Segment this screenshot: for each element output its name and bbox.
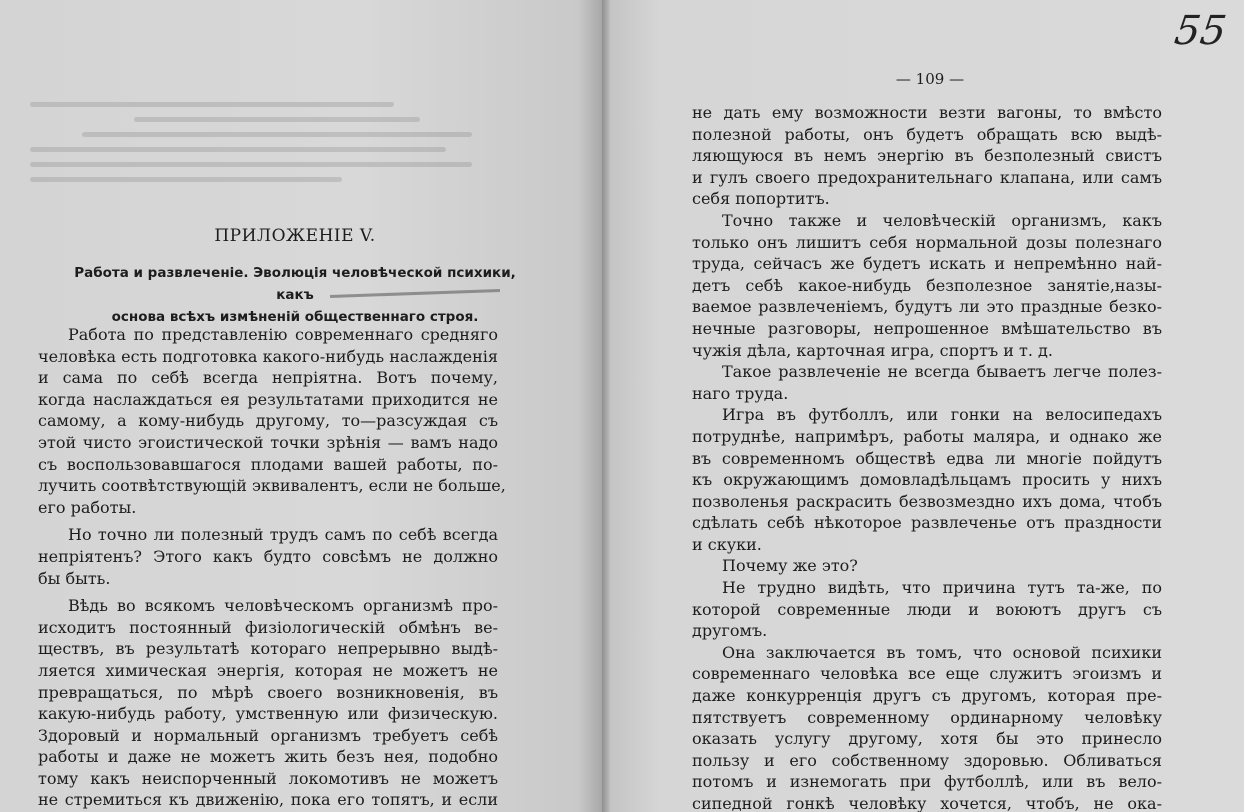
subtitle-line: Работа и развлеченіе. Эволюція человѣческой психики, какъ [74,265,516,303]
text-line: къ окружающимъ домовладѣльцамъ просить у нихъ [692,470,1162,490]
text-line: и гулъ своего предохранительнаго клапана, или самъ [692,167,1162,187]
text-line: ществъ, въ результатѣ котораго непрерывно выдѣ- [38,639,498,659]
text-line: себя попортитъ. [692,189,830,209]
text-line: Игра въ футболлъ, или гонки на велосипедахъ [722,405,1162,425]
text-line: пятствуетъ современному ординарному человѣку [692,707,1162,727]
text-line: Она заключается въ томъ, что основой психики [722,642,1162,662]
page-number: — 109 — [895,70,965,88]
text-line: Почему же это? [722,556,858,576]
text-line: работы и даже не можетъ жить безъ нея, подобно [38,747,498,767]
text-line: потомъ и изнемогать при футболлѣ, или въ вело- [692,772,1162,792]
text-line: полезной работы, онъ будетъ обращать всю выдѣ- [692,124,1162,144]
appendix-subtitle [60,262,530,328]
appendix-title: ПРИЛОЖЕНІЕ V. [214,226,376,246]
text-line: ваемое развлеченіемъ, будутъ ли это праздные безко- [692,297,1162,317]
text-line: исходитъ постоянный физіологическій обмѣнъ ве- [38,617,498,637]
text-line: Точно также и человѣческій организмъ, какъ [722,210,1162,230]
text-line: и скуки. [692,534,762,554]
text-line: самому, а кому-нибудь другому, то—разсуждая съ [38,411,498,431]
text-line: и сама по себѣ всегда непріятна. Вотъ почему, [38,368,498,388]
text-line: съ воспользовавшагося плодами вашей работы, по- [38,454,498,474]
book-gutter [602,0,610,812]
text-line: его работы. [38,497,137,517]
text-line: въ современномъ обществѣ едва ли многіе пойдутъ [692,448,1162,468]
text-line: непріятенъ? Этого какъ будто совсѣмъ не должно [38,546,498,566]
text-line: бы быть. [38,568,111,588]
text-line: потруднѣе, напримѣръ, работы маляра, и однако же [692,426,1162,446]
text-line: этой чисто эгоистической точки зрѣнія — вамъ надо [38,432,498,452]
archive-number: 55 [1171,8,1230,54]
text-line: не стремиться къ движенію, пока его топятъ, и если [38,790,498,810]
left-body-text [38,324,506,811]
text-line: труда, сейчасъ же будетъ искать и непремѣнно най- [692,254,1162,274]
text-line: когда наслаждаться ея результатами приходится не [38,389,498,409]
subtitle-line: основа всѣхъ измѣненій общественнаго строя. [111,309,479,325]
text-line: Такое развлеченіе не всегда бываетъ легче полез- [722,362,1162,382]
text-line: превращаться, по мѣрѣ своего возникновенія, въ [38,682,498,702]
text-line: пользу и его собственному здоровью. Обливаться [692,750,1162,770]
text-line: детъ себѣ какое-нибудь безполезное занятіе,назы- [692,275,1162,295]
text-line: Здоровый и нормальный организмъ требуетъ себѣ [38,725,498,745]
text-line: Но точно ли полезный трудъ самъ по себѣ всегда [68,525,498,545]
text-line: которой современные люди и воюютъ другъ съ [692,599,1162,619]
right-page [610,0,1244,812]
text-line: Вѣдь во всякомъ человѣческомъ организмѣ про- [68,596,498,616]
text-line: ляется химическая энергія, которая не можетъ не [38,660,498,680]
text-line: какую-нибудь работу, умственную или физическую. [38,704,498,724]
text-line: сдѣлать себѣ нѣкоторое развлеченье отъ праздности [692,513,1162,533]
text-line: оказать услугу другому, хотя бы это принесло [692,729,1162,749]
text-line: современнаго человѣка все еще служитъ эгоизмъ и [692,664,1162,684]
text-line: позволенья раскрасить безвозмездно ихъ дома, чтобъ [692,491,1162,511]
text-line: тому какъ неиспорченный локомотивъ не можетъ [38,768,498,788]
text-line: нечные разговоры, непрошенное вмѣшательство въ [692,318,1162,338]
text-line: человѣка есть подготовка какого-нибудь наслажденія [38,346,498,366]
text-line: сипедной гонкѣ человѣку хочется, чтобъ, не ока- [692,794,1162,812]
text-line: другомъ. [692,621,768,641]
text-line: не дать ему возможности везти вагоны, то вмѣсто [692,103,1162,122]
text-line: даже конкурренція другъ съ другомъ, которая пре- [692,686,1162,706]
text-line: Работа по представленію современнаго средняго [68,325,498,344]
text-line: только онъ лишитъ себя нормальной дозы полезнаго [692,232,1162,252]
text-line: ляющуюся въ немъ энергію въ безполезный свистъ [692,146,1162,166]
text-line: лучить соотвѣтствующій эквивалентъ, если не больше, [38,476,506,496]
text-line: чужія дѣла, карточная игра, спортъ и т. д. [692,340,1053,360]
left-page [0,0,602,812]
text-line: наго труда. [692,383,789,403]
text-line: Не трудно видѣть, что причина тутъ та-же, по [722,578,1162,598]
right-body-text [692,102,1162,812]
